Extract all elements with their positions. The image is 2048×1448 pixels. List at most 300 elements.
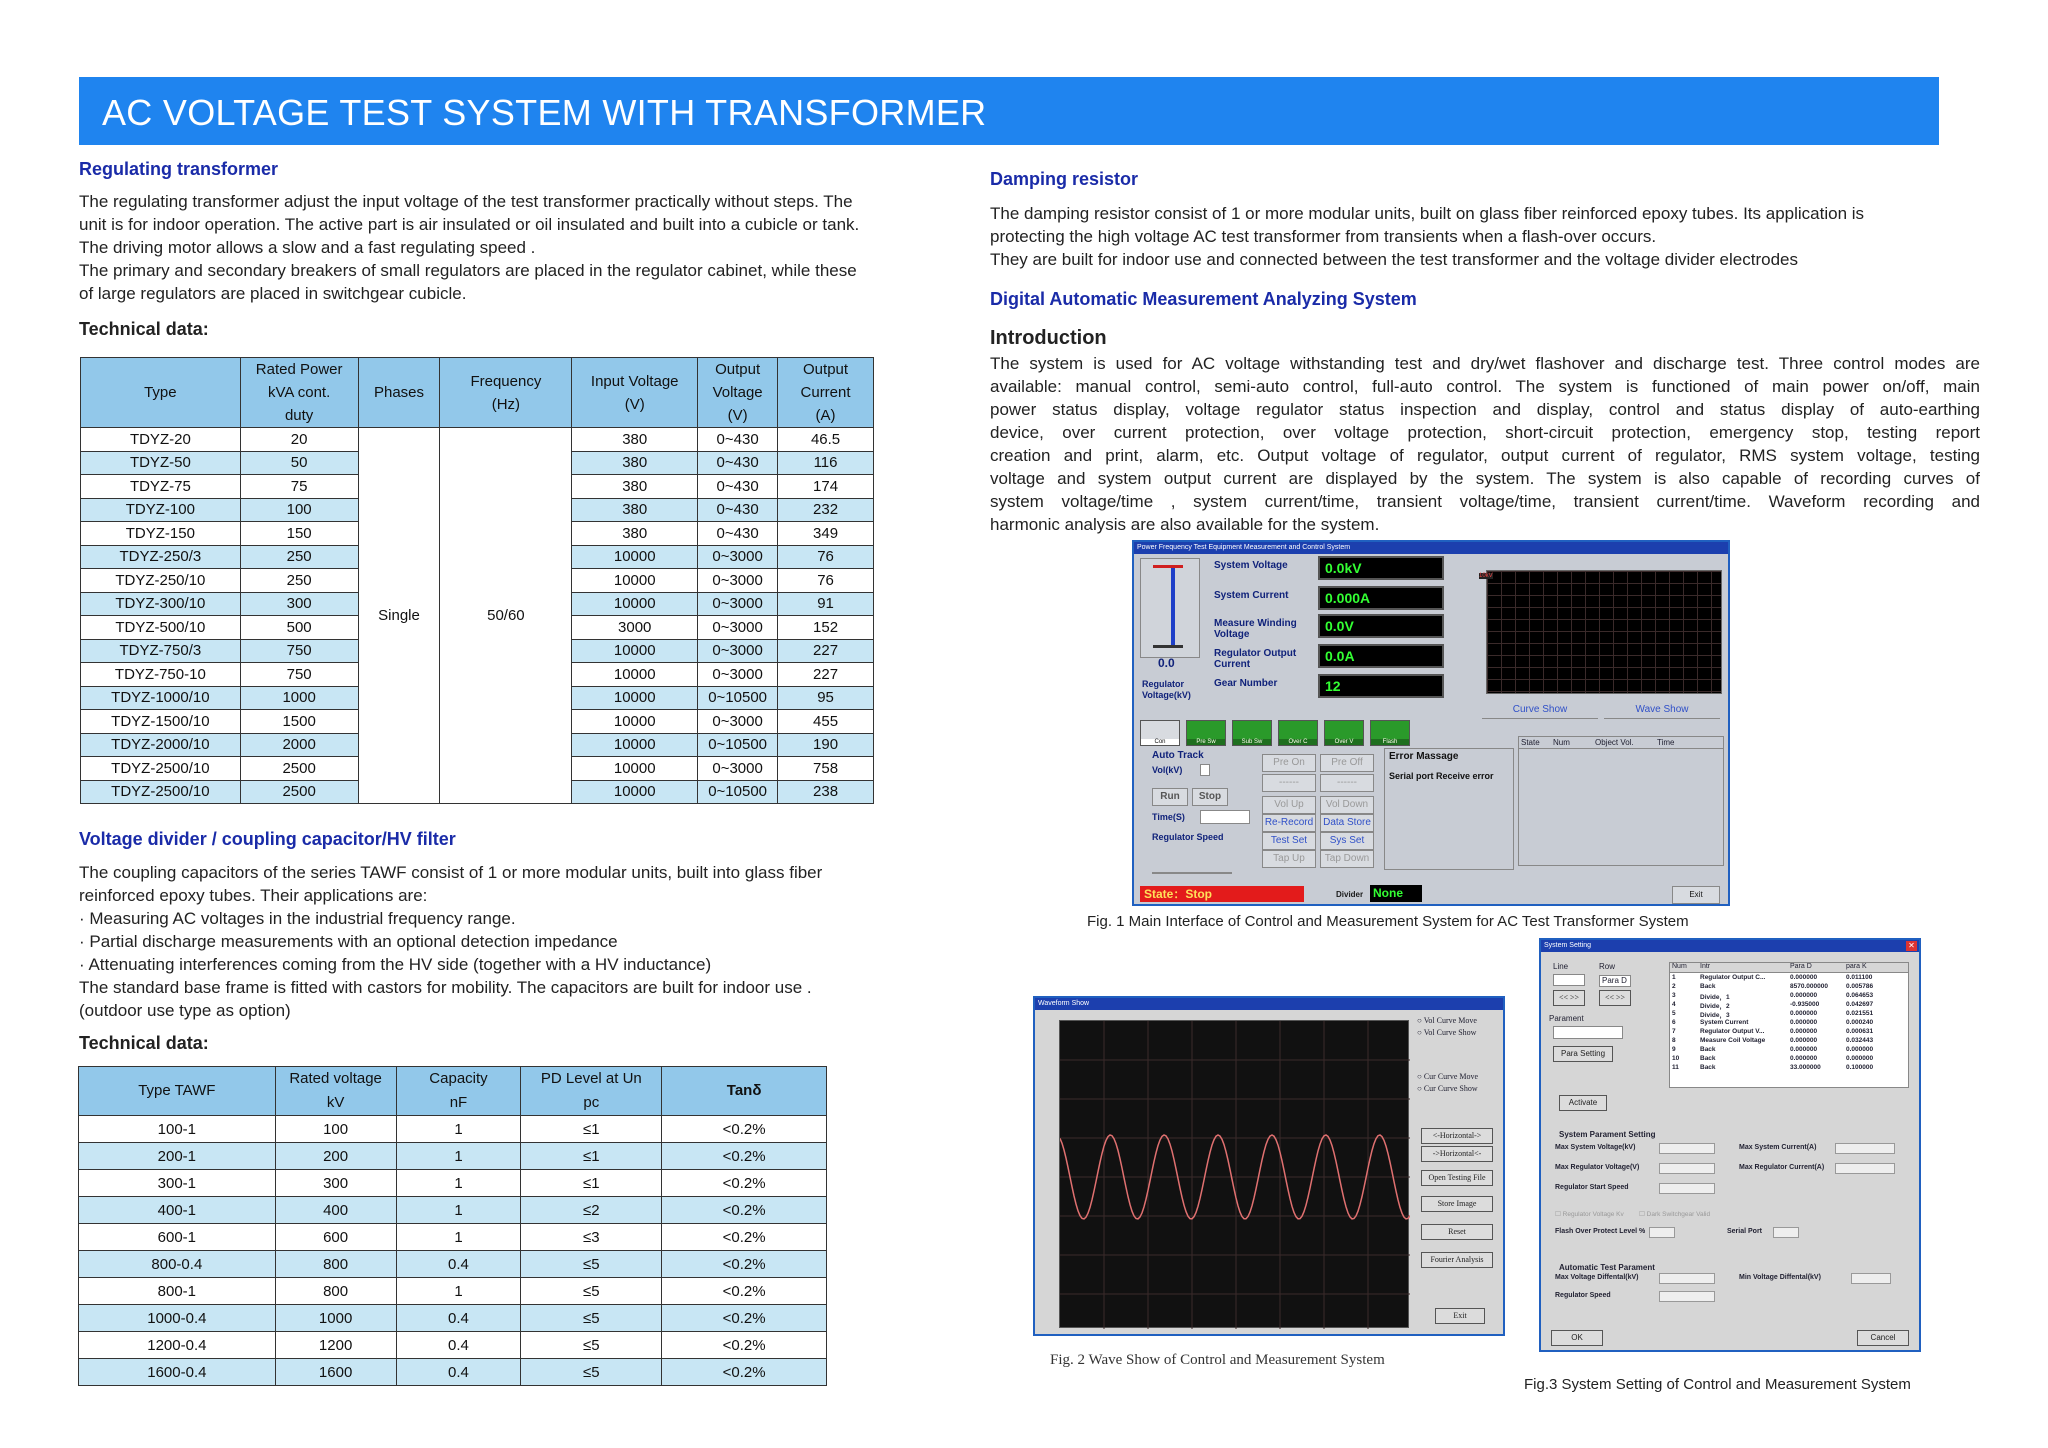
status-icon[interactable] [1140, 720, 1180, 746]
table-cell: 10000 [572, 757, 698, 781]
regulator-label: Regulator Voltage(kV) [1142, 679, 1191, 700]
grid-cell: 0.064653 [1846, 992, 1874, 999]
status-icon-label: Con [1141, 739, 1179, 745]
line-label: Line [1553, 962, 1569, 971]
readout-label: Measure Winding Voltage [1214, 618, 1297, 640]
gauge-bar [1171, 567, 1175, 647]
grid-cell: 33.000000 [1790, 1064, 1821, 1071]
table-cell: 0~430 [698, 475, 778, 499]
column-header: Type [81, 358, 241, 428]
table-cell: TDYZ-2500/10 [81, 780, 241, 804]
damping-heading: Damping resistor [990, 169, 1139, 189]
status-icon[interactable] [1232, 720, 1272, 746]
table-cell: <0.2% [662, 1143, 827, 1170]
table-cell: TDYZ-150 [81, 522, 241, 546]
table-cell: 400-1 [79, 1197, 276, 1224]
table-cell: 0~3000 [698, 545, 778, 569]
table-cell: 0~3000 [698, 639, 778, 663]
sine-wave [1060, 1021, 1410, 1329]
table-row [79, 1143, 827, 1170]
field-input[interactable] [1659, 1273, 1715, 1284]
text-line: unit is for indoor operation. The active part is air insulated or oil insulated and built into a cubicle or tank. [79, 215, 860, 234]
vol-kv-input[interactable] [1200, 764, 1210, 776]
table-cell: 500 [240, 616, 358, 640]
table-cell: 10000 [572, 592, 698, 616]
status-icon[interactable] [1370, 720, 1410, 746]
table-row [79, 1359, 827, 1386]
row-nav-buttons[interactable]: << >> [1599, 990, 1631, 1006]
regulator-gauge [1140, 558, 1200, 658]
readout-label: System Current [1214, 590, 1289, 601]
fig1-scope: 10kV [1486, 570, 1722, 694]
grid-cell: 0.042697 [1846, 1001, 1874, 1008]
readout-value: 0.0A [1318, 644, 1444, 668]
sys-param-heading: System Parament Setting [1559, 1130, 1656, 1139]
table-cell: 800-1 [79, 1278, 276, 1305]
fig1-caption: Fig. 1 Main Interface of Control and Measurement System for AC Test Transformer System [1087, 913, 1689, 930]
grid-cell: Measure Coil Voltage [1700, 1037, 1766, 1044]
table-cell: 1600-0.4 [79, 1359, 276, 1386]
table-cell: 250 [240, 545, 358, 569]
table-cell: TDYZ-250/3 [81, 545, 241, 569]
wave-buttons [1421, 1128, 1501, 1328]
grid-cell: Divide，1 [1700, 994, 1730, 1001]
stop-button[interactable]: Stop [1192, 788, 1228, 806]
wave-button[interactable]: ->Horizontal<- [1421, 1146, 1493, 1162]
auto-param-fields [1555, 1274, 1915, 1314]
text-line: The regulating transformer adjust the input voltage of the test transformer practically without steps. The [79, 192, 853, 211]
column-header: Output Current (A) [778, 358, 874, 428]
text-line: reinforced epoxy tubes. Their applications are: [79, 886, 428, 905]
readout-value: 0.000A [1318, 586, 1444, 610]
table-cell: 227 [778, 639, 874, 663]
wave-button[interactable]: <-Horizontal-> [1421, 1128, 1493, 1144]
text-line: The primary and secondary breakers of small regulators are placed in the regulator cabinet, while these [79, 261, 857, 280]
field-input[interactable] [1835, 1143, 1895, 1154]
text-line: They are built for indoor use and connected between the test transformer and the voltage divider electrodes [990, 250, 1798, 269]
grid-cell: 3 [1672, 992, 1676, 999]
table-cell: ≤5 [521, 1305, 662, 1332]
table-cell: ≤1 [521, 1143, 662, 1170]
status-icons [1140, 720, 1410, 746]
grid-cell: 0.000000 [1846, 1055, 1874, 1062]
table-cell: 190 [778, 733, 874, 757]
checkbox-option[interactable]: ☐ Dark Switchgear Valid [1639, 1211, 1711, 1218]
text-line: harmonic analysis are also available for the system. [990, 515, 1380, 534]
param-input[interactable] [1553, 1026, 1623, 1039]
field-input[interactable] [1649, 1227, 1675, 1238]
log-column-header: State [1521, 738, 1540, 747]
table-cell: 0~10500 [698, 780, 778, 804]
table-row [79, 1170, 827, 1197]
field-label: Flash Over Protect Level % [1555, 1228, 1646, 1235]
column-header: Type TAWF [79, 1067, 276, 1116]
table-cell: TDYZ-750-10 [81, 663, 241, 687]
exit-button[interactable]: Exit [1672, 886, 1720, 904]
grid-cell: 1 [1672, 974, 1676, 981]
error-box [1384, 748, 1514, 870]
text-line: The driving motor allows a slow and a fast regulating speed . [79, 238, 536, 257]
row-select[interactable]: Para D [1599, 975, 1631, 987]
fig3-titlebar: System Setting [1541, 940, 1919, 952]
table-cell: 76 [778, 545, 874, 569]
table-cell: ≤1 [521, 1116, 662, 1143]
table-row [79, 1278, 827, 1305]
readout-label: Gear Number [1214, 678, 1278, 689]
table-cell: ≤5 [521, 1359, 662, 1386]
table-cell: 1 [396, 1143, 521, 1170]
control-button[interactable]: Re-Record [1262, 814, 1316, 832]
grid-cell: 0.000000 [1790, 1010, 1818, 1017]
table-cell: 100 [240, 498, 358, 522]
regulator-value: 0.0 [1158, 656, 1175, 670]
cancel-button[interactable]: Cancel [1857, 1330, 1909, 1346]
grid-cell: 2 [1672, 983, 1676, 990]
divider-text [79, 861, 822, 1022]
grid-cell: 0.000240 [1846, 1019, 1874, 1026]
capacitor-table [78, 1066, 827, 1386]
table-cell: 250 [240, 569, 358, 593]
table-cell: 455 [778, 710, 874, 734]
activate-button[interactable]: Activate [1559, 1095, 1607, 1111]
log-column-header: Time [1657, 738, 1675, 747]
run-button[interactable]: Run [1152, 788, 1188, 806]
table-cell: 0~3000 [698, 569, 778, 593]
curve-option[interactable]: ○ Vol Curve Move [1417, 1016, 1477, 1025]
time-label: Time(S) [1152, 812, 1185, 822]
grid-cell: 5 [1672, 1010, 1676, 1017]
control-button[interactable]: Tap Down [1320, 850, 1374, 868]
table-cell: 232 [778, 498, 874, 522]
status-icon[interactable] [1186, 720, 1226, 746]
table-cell: 1200-0.4 [79, 1332, 276, 1359]
table-cell: 75 [240, 475, 358, 499]
field-input[interactable] [1835, 1163, 1895, 1174]
text-line: device, over current protection, over voltage protection, short-circuit protection, emergency stop, testing report [990, 423, 1980, 442]
table-row [81, 428, 874, 452]
line-nav-buttons[interactable]: << >> [1553, 990, 1585, 1006]
table-cell: 1000-0.4 [79, 1305, 276, 1332]
grid-cell: Back [1700, 1046, 1716, 1053]
field-input[interactable] [1659, 1163, 1715, 1174]
table-cell: 0~10500 [698, 733, 778, 757]
table-cell: 2500 [240, 757, 358, 781]
table-cell: 10000 [572, 639, 698, 663]
log-column-header: Object Vol. [1595, 738, 1634, 747]
table-cell: 238 [778, 780, 874, 804]
ok-button[interactable]: OK [1551, 1330, 1603, 1346]
technical-data-heading: Technical data: [79, 319, 209, 339]
grid-cell: 4 [1672, 1001, 1676, 1008]
sys-param-fields [1555, 1142, 1915, 1252]
grid-header: Intr [1700, 963, 1711, 970]
fig3-screenshot [1539, 938, 1921, 1352]
field-input[interactable] [1851, 1273, 1891, 1284]
table-cell: 100-1 [79, 1116, 276, 1143]
grid-cell: 0.011100 [1846, 974, 1873, 981]
table-cell: <0.2% [662, 1305, 827, 1332]
para-setting-button[interactable]: Para Setting [1553, 1046, 1613, 1062]
field-input[interactable] [1773, 1227, 1799, 1238]
table-cell: ≤5 [521, 1278, 662, 1305]
table-cell: <0.2% [662, 1251, 827, 1278]
grid-cell: 7 [1672, 1028, 1676, 1035]
table-cell: TDYZ-100 [81, 498, 241, 522]
grid-cell: Back [1700, 1055, 1716, 1062]
table-cell: 758 [778, 757, 874, 781]
regulator-table [80, 357, 874, 804]
auto-track-label: Auto Track [1152, 750, 1204, 761]
table-cell: 100 [275, 1116, 396, 1143]
table-cell: 0.4 [396, 1332, 521, 1359]
table-cell: 380 [572, 428, 698, 452]
table-cell: ≤1 [521, 1170, 662, 1197]
column-header: Rated Power kVA cont. duty [240, 358, 358, 428]
grid-cell: 0.000000 [1790, 974, 1818, 981]
grid-cell: 0.005786 [1846, 983, 1874, 990]
param-grid [1669, 962, 1909, 1088]
curve-show-button[interactable]: Curve Show [1482, 702, 1598, 719]
grid-cell: 0.000631 [1846, 1028, 1874, 1035]
control-button[interactable]: Vol Down [1320, 796, 1374, 814]
status-icon-label: Over C [1279, 739, 1317, 745]
close-icon[interactable]: ✕ [1906, 941, 1917, 951]
table-cell: 1000 [240, 686, 358, 710]
scope-grid [1060, 1021, 1410, 1329]
table-cell: 1 [396, 1197, 521, 1224]
table-cell: 380 [572, 475, 698, 499]
table-cell: 200-1 [79, 1143, 276, 1170]
table-cell: 0~430 [698, 522, 778, 546]
wave-button[interactable]: Store Image [1421, 1196, 1493, 1212]
table-cell: 400 [275, 1197, 396, 1224]
table-cell: 1 [396, 1170, 521, 1197]
checkbox-option[interactable]: ☐ Regulator Voltage Kv [1555, 1211, 1624, 1218]
field-input[interactable] [1659, 1183, 1715, 1194]
column-header: Frequency (Hz) [440, 358, 572, 428]
curve-option[interactable]: ○ Cur Curve Move [1417, 1072, 1479, 1081]
grid-cell: Regulator Output C... [1700, 974, 1766, 981]
control-button[interactable]: Pre On [1262, 754, 1316, 772]
table-cell: 0.4 [396, 1305, 521, 1332]
table-cell: TDYZ-300/10 [81, 592, 241, 616]
auto-param-heading: Automatic Test Parament [1559, 1263, 1655, 1272]
wave-button[interactable]: Open Testing File [1421, 1170, 1493, 1186]
table-row [79, 1332, 827, 1359]
gauge-bottom-marker [1153, 645, 1183, 648]
control-button[interactable]: Vol Up [1262, 796, 1316, 814]
readout-panel [1214, 556, 1514, 706]
status-icon-label: Flash [1371, 739, 1409, 745]
text-line: The coupling capacitors of the series TAWF consist of 1 or more modular units, built into glass fiber [79, 863, 823, 882]
table-cell: 10000 [572, 545, 698, 569]
table-cell: TDYZ-750/3 [81, 639, 241, 663]
field-label: Max System Current(A) [1739, 1144, 1817, 1151]
table-cell: <0.2% [662, 1332, 827, 1359]
text-line: power status display, voltage regulator status inspection and display, control and status display of auto-earthing [990, 400, 1980, 419]
curve-option[interactable]: ○ Cur Curve Show [1417, 1084, 1478, 1093]
grid-cell: Back [1700, 983, 1716, 990]
table-cell: 1 [396, 1224, 521, 1251]
regulator-speed-label: Regulator Speed [1152, 832, 1224, 842]
table-cell: 1000 [275, 1305, 396, 1332]
table-cell: 10000 [572, 710, 698, 734]
table-cell: <0.2% [662, 1170, 827, 1197]
control-button[interactable]: Data Store [1320, 814, 1374, 832]
table-cell: 349 [778, 522, 874, 546]
table-cell: <0.2% [662, 1224, 827, 1251]
table-row [79, 1116, 827, 1143]
time-input[interactable] [1200, 810, 1250, 824]
column-header: Output Voltage (V) [698, 358, 778, 428]
status-icon[interactable] [1324, 720, 1364, 746]
field-label: Max System Voltage(kV) [1555, 1144, 1636, 1151]
table-cell: 10000 [572, 780, 698, 804]
grid-cell: 0.000000 [1790, 1019, 1818, 1026]
table-cell: 0~3000 [698, 663, 778, 687]
table-cell: 2000 [240, 733, 358, 757]
table-cell: 380 [572, 498, 698, 522]
table-cell: 0~430 [698, 428, 778, 452]
fig1-titlebar: Power Frequency Test Equipment Measurement and Control System [1134, 542, 1728, 554]
readout-label: Regulator Output Current [1214, 648, 1297, 670]
status-icon-label: Sub Sw [1233, 739, 1271, 745]
speed-slider[interactable] [1152, 872, 1232, 874]
table-cell: 0.4 [396, 1359, 521, 1386]
wave-button[interactable]: Reset [1421, 1224, 1493, 1240]
field-label: Regulator Speed [1555, 1292, 1611, 1299]
column-header: Tanδ [662, 1067, 827, 1116]
column-header: Rated voltage kV [275, 1067, 396, 1116]
text-line: creation and print, alarm, etc. Output voltage of regulator, output current of regulator, RMS system voltage, testing [990, 446, 1980, 465]
grid-header: para K [1846, 963, 1867, 970]
field-label: Regulator Start Speed [1555, 1184, 1629, 1191]
table-cell: <0.2% [662, 1197, 827, 1224]
table-cell: 600-1 [79, 1224, 276, 1251]
damping-text [990, 202, 1990, 271]
grid-cell: 0.000000 [1790, 1055, 1818, 1062]
table-cell: 174 [778, 475, 874, 499]
wave-show-button[interactable]: Wave Show [1604, 702, 1720, 719]
status-icon-label: Over V [1325, 739, 1363, 745]
table-cell: 0~430 [698, 498, 778, 522]
table-row [79, 1197, 827, 1224]
readout-value: 12 [1318, 674, 1444, 698]
grid-cell: Divide，2 [1700, 1003, 1730, 1010]
grid-cell: Regulator Output V... [1700, 1028, 1765, 1035]
text-line: The system is used for AC voltage withstanding test and dry/wet flashover and discharge test. Three control modes are [990, 354, 1980, 373]
field-input[interactable] [1659, 1143, 1715, 1154]
control-button[interactable]: Pre Off [1320, 754, 1374, 772]
table-cell: 2500 [240, 780, 358, 804]
text-line: voltage and system output current are displayed by the system. The system is also capable of recording curves of [990, 469, 1980, 488]
table-cell: 10000 [572, 569, 698, 593]
control-button[interactable]: Test Set [1262, 832, 1316, 850]
line-input[interactable] [1553, 974, 1585, 986]
table-cell: 300 [240, 592, 358, 616]
grid-cell: 0.000000 [1790, 1046, 1818, 1053]
fig2-scope [1059, 1020, 1409, 1328]
table-cell: TDYZ-250/10 [81, 569, 241, 593]
table-cell: 1600 [275, 1359, 396, 1386]
phases-cell: Single [358, 428, 440, 804]
table-cell: 95 [778, 686, 874, 710]
table-cell: <0.2% [662, 1278, 827, 1305]
table-cell: 380 [572, 522, 698, 546]
field-label: Max Voltage Diffental(kV) [1555, 1274, 1639, 1281]
control-button[interactable]: ------ [1320, 774, 1374, 792]
status-icon[interactable] [1278, 720, 1318, 746]
grid-cell: 0.100000 [1846, 1064, 1874, 1071]
text-line: The damping resistor consist of 1 or more modular units, built on glass fiber reinforced epoxy tubes. Its application is [990, 204, 1865, 223]
grid-cell: System Current [1700, 1019, 1749, 1026]
grid-header: Para D [1790, 963, 1812, 970]
control-button[interactable]: Sys Set [1320, 832, 1374, 850]
text-line: system voltage/time , system current/time, transient voltage/time, transient current/time. Waveform recording and [990, 492, 1980, 511]
table-cell: 10000 [572, 686, 698, 710]
state-indicator: State：Stop [1140, 886, 1304, 902]
field-label: Max Regulator Current(A) [1739, 1164, 1825, 1171]
field-input[interactable] [1659, 1291, 1715, 1302]
table-cell: 300-1 [79, 1170, 276, 1197]
control-buttons [1262, 754, 1382, 864]
control-button[interactable]: ------ [1262, 774, 1316, 792]
column-header: Capacity nF [396, 1067, 521, 1116]
readout-value: 0.0V [1318, 614, 1444, 638]
table-cell: 91 [778, 592, 874, 616]
table-cell: 800 [275, 1251, 396, 1278]
grid-cell: 11 [1672, 1064, 1679, 1071]
table-cell: 150 [240, 522, 358, 546]
table-cell: 50 [240, 451, 358, 475]
field-label: Min Voltage Diffental(kV) [1739, 1274, 1821, 1281]
curve-option[interactable]: ○ Vol Curve Show [1417, 1028, 1477, 1037]
table-cell: 800 [275, 1278, 396, 1305]
fig1-screenshot [1132, 540, 1730, 906]
grid-cell: 8570.000000 [1790, 983, 1828, 990]
text-line: (outdoor use type as option) [79, 1001, 291, 1020]
grid-cell: 0.000000 [1790, 992, 1818, 999]
grid-cell: 0.032443 [1846, 1037, 1874, 1044]
control-button[interactable]: Tap Up [1262, 850, 1316, 868]
table-cell: 300 [275, 1170, 396, 1197]
technical-data-heading-2: Technical data: [79, 1033, 209, 1053]
wave-button[interactable]: Exit [1435, 1308, 1485, 1324]
table-cell: 3000 [572, 616, 698, 640]
grid-header: Num [1672, 963, 1687, 970]
readout-value: 0.0kV [1318, 556, 1444, 580]
table-cell: 0~3000 [698, 757, 778, 781]
regulating-text [79, 190, 859, 305]
grid-cell: 9 [1672, 1046, 1676, 1053]
wave-button[interactable]: Fourier Analysis [1421, 1252, 1493, 1268]
param-label: Parament [1549, 1014, 1584, 1023]
grid-cell: 10 [1672, 1055, 1680, 1062]
grid-cell: 0.000000 [1790, 1037, 1818, 1044]
text-line: The standard base frame is fitted with castors for mobility. The capacitors are built for indoor use . [79, 978, 812, 997]
text-line: · Measuring AC voltages in the industrial frequency range. [79, 909, 516, 928]
table-cell: ≤5 [521, 1332, 662, 1359]
param-grid-header [1670, 963, 1908, 973]
digital-heading: Digital Automatic Measurement Analyzing System [990, 289, 1417, 309]
table-cell: TDYZ-1000/10 [81, 686, 241, 710]
table-cell: 10000 [572, 733, 698, 757]
table-cell: ≤3 [521, 1224, 662, 1251]
table-cell: 1 [396, 1278, 521, 1305]
table-cell: 1 [396, 1116, 521, 1143]
divider-label: Divider [1336, 890, 1364, 899]
table-cell: 600 [275, 1224, 396, 1251]
